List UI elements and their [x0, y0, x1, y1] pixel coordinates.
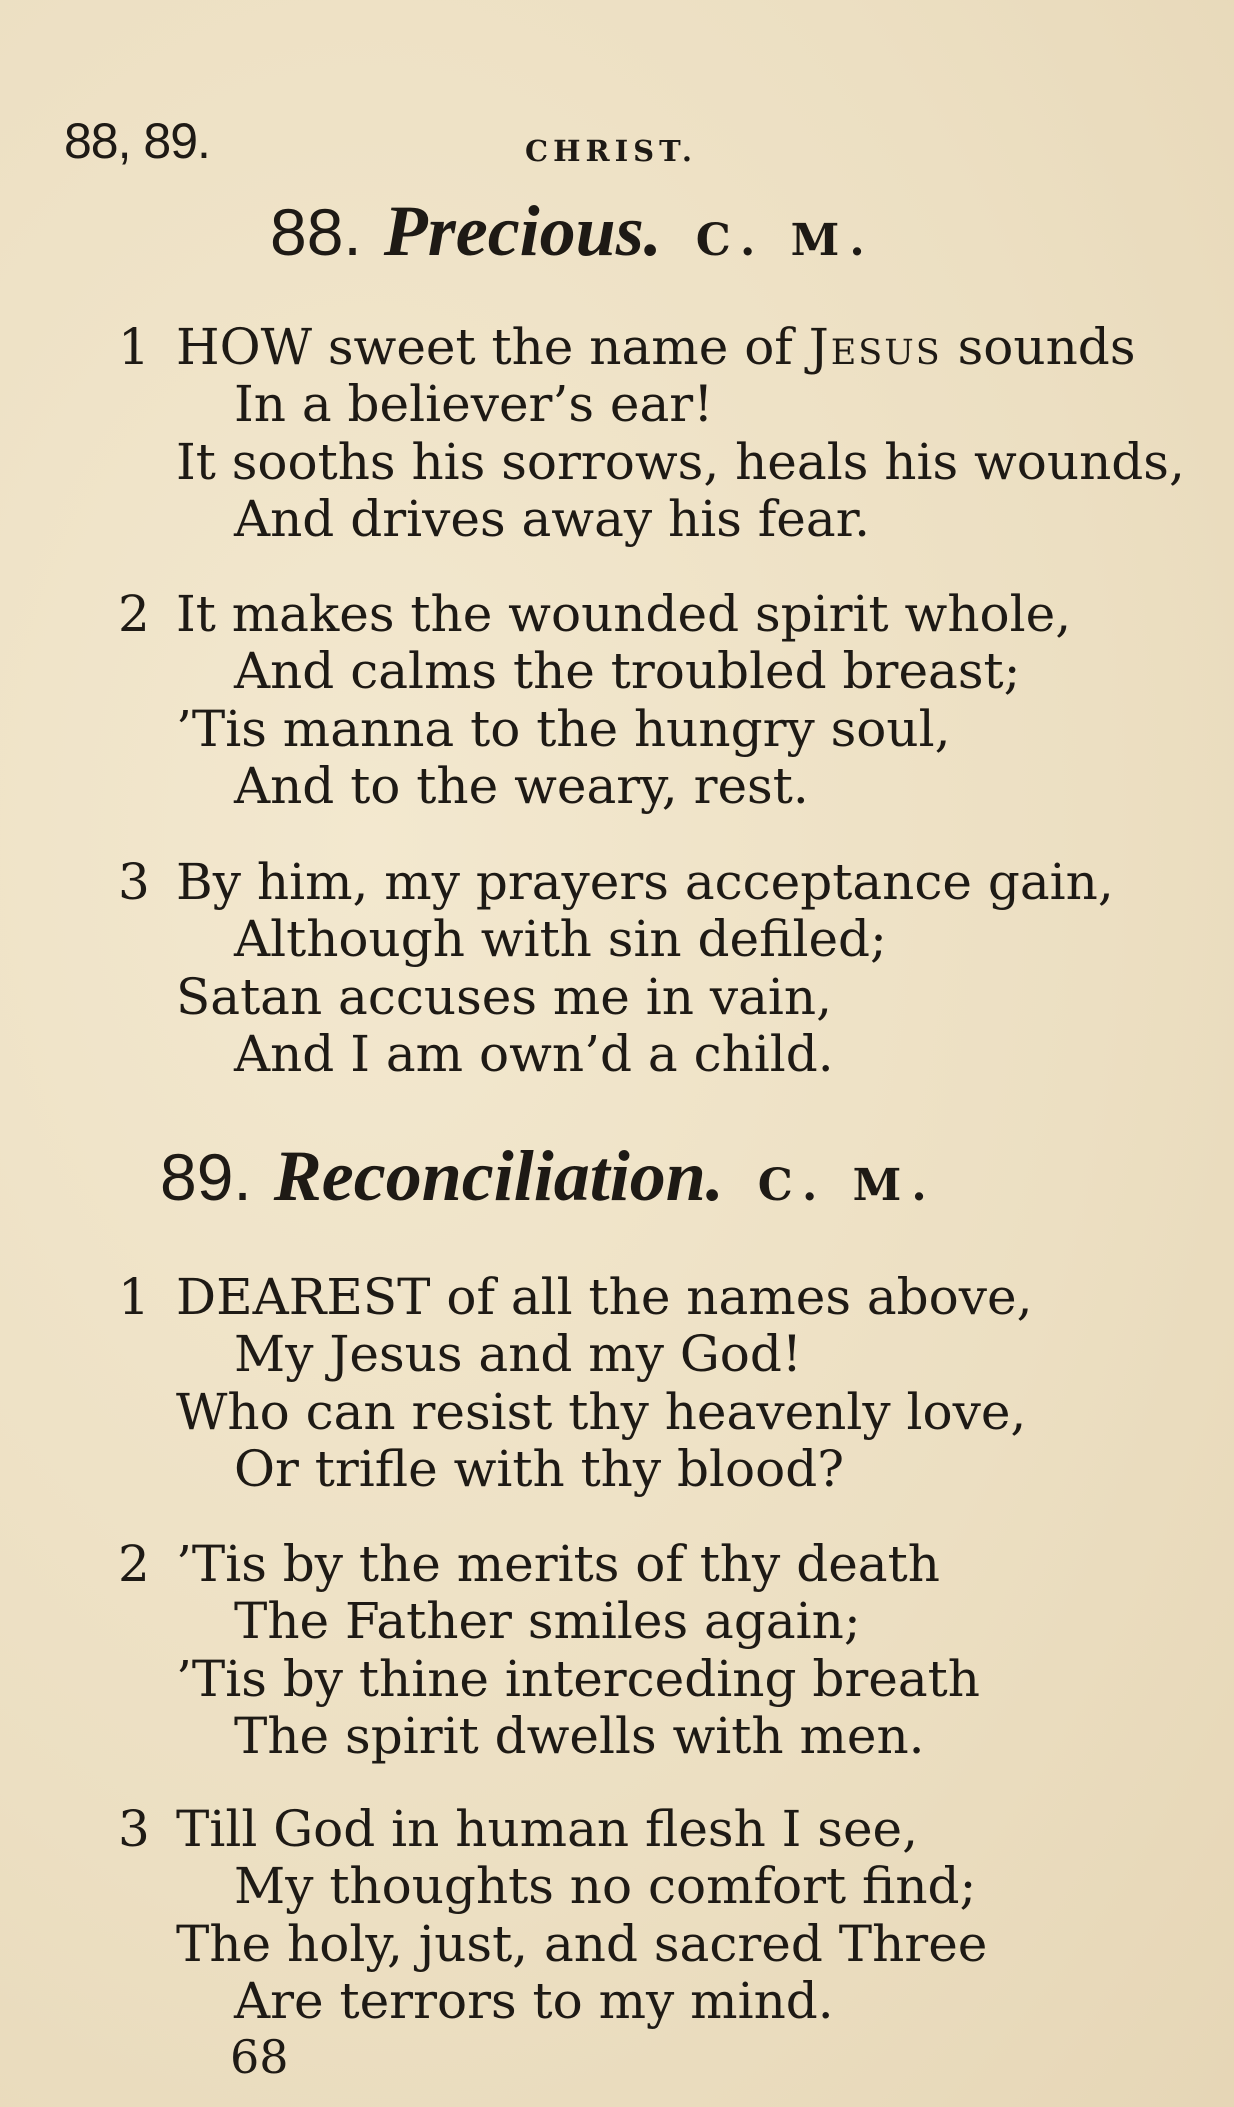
- hymn-88-heading: [270, 190, 875, 273]
- verse-line-4: And drives away his fear.: [234, 490, 871, 548]
- line-text: sounds: [941, 318, 1136, 376]
- verse-number: 2: [118, 1535, 150, 1593]
- hymn-number: 88.: [270, 195, 362, 269]
- verse-line-1: It makes the wounded spirit whole,: [176, 585, 1072, 643]
- verse-line-1: Till God in human flesh I see,: [176, 1800, 919, 1858]
- verse-line-1: DEAREST of all the names above,: [176, 1268, 1033, 1326]
- verse-line-2: And calms the troubled breast;: [234, 642, 1021, 700]
- verse-number: 3: [118, 1800, 150, 1858]
- verse-line-1: [176, 318, 1135, 376]
- hymn-89-heading: [160, 1135, 937, 1218]
- verse-line-3: It sooths his sorrows, heals his wounds,: [176, 433, 1185, 491]
- verse-line-4: The spirit dwells with men.: [234, 1707, 925, 1765]
- hymn-meter: C. M.: [695, 215, 875, 266]
- jesus-name: Jesus: [808, 318, 942, 376]
- running-head-section: CHRIST.: [525, 134, 698, 168]
- line-text: HOW sweet the name of: [176, 318, 809, 376]
- verse-line-4: And to the weary, rest.: [234, 757, 809, 815]
- verse-number: 3: [118, 853, 150, 911]
- verse-line-2: The Father smiles again;: [234, 1592, 861, 1650]
- verse-line-4: And I am own’d a child.: [234, 1025, 834, 1083]
- verse-line-2: In a believer’s ear!: [234, 375, 714, 433]
- verse-line-1: By him, my prayers acceptance gain,: [176, 853, 1114, 911]
- verse-line-3: ’Tis by thine interceding breath: [176, 1650, 980, 1708]
- verse-line-1: ’Tis by the merits of thy death: [176, 1535, 940, 1593]
- verse-line-2: My Jesus and my God!: [234, 1325, 802, 1383]
- hymn-meter: C. M.: [757, 1160, 937, 1211]
- hymn-title: Precious.: [383, 191, 662, 271]
- hymn-number: 89.: [160, 1140, 252, 1214]
- verse-line-2: My thoughts no comfort find;: [234, 1857, 977, 1915]
- verse-line-3: ’Tis manna to the hungry soul,: [176, 700, 951, 758]
- verse-number: 1: [118, 318, 150, 376]
- hymn-title: Reconciliation.: [273, 1136, 724, 1216]
- verse-number: 2: [118, 585, 150, 643]
- verse-line-4: Or trifle with thy blood?: [234, 1440, 845, 1498]
- verse-line-3: Who can resist thy heavenly love,: [176, 1383, 1027, 1441]
- verse-line-2: Although with sin defiled;: [234, 910, 887, 968]
- verse-line-3: The holy, just, and sacred Three: [176, 1915, 988, 1973]
- verse-number: 1: [118, 1268, 150, 1326]
- verse-line-4: Are terrors to my mind.: [234, 1972, 834, 2030]
- running-head-hymn-numbers: 88, 89.: [64, 113, 210, 169]
- page-folio-number: 68: [230, 2030, 289, 2084]
- verse-line-3: Satan accuses me in vain,: [176, 968, 833, 1026]
- running-head: [0, 112, 1234, 172]
